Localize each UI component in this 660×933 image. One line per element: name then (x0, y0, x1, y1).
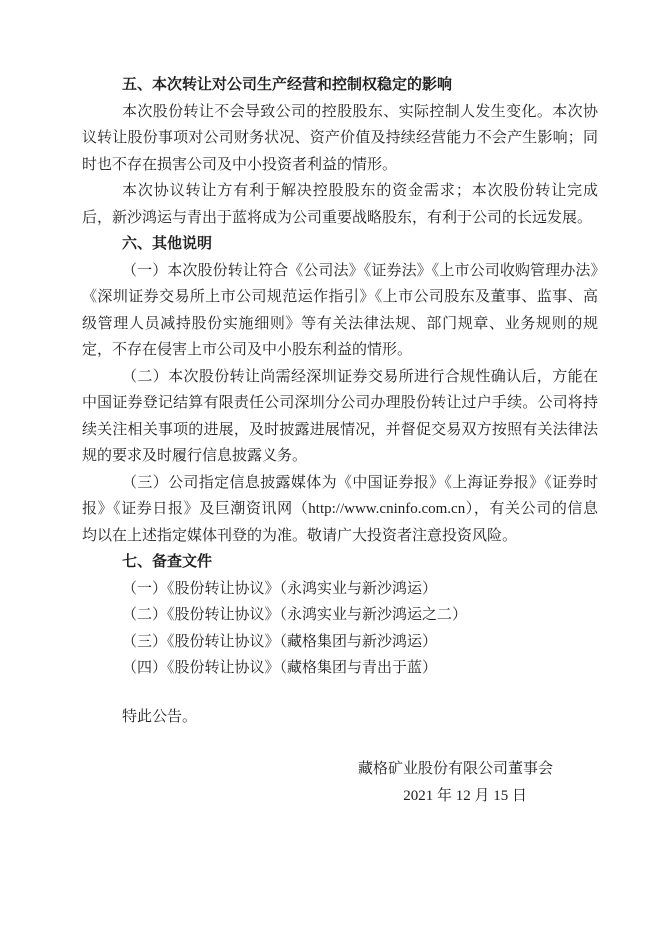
reference-document-item: （三）《股份转让协议》（藏格集团与新沙鸿运） (122, 633, 438, 650)
paragraph: （三）公司指定信息披露媒体为《中国证券报》《上海证券报》《证券时报》《证券日报》及巨潮资讯网（http://www.cninfo.com.cn），有关公司的信息均以在上述指定媒体刊登的为准。敬请广大投资者注意投资风险。 (82, 474, 598, 544)
section-heading-6: 六、其他说明 (122, 236, 213, 252)
signature-date: 2021 年 12 月 15 日 (403, 787, 527, 804)
section-heading-7: 七、备查文件 (122, 554, 213, 570)
paragraph: （二）本次股份转让尚需经深圳证券交易所进行合规性确认后，方能在中国证券登记结算有限责任公司深圳分公司办理股份转让过户手续。公司将持续关注相关事项的进展，及时披露进展情况，并督促交易双方按照有关法律法规的要求及时履行信息披露义务。 (82, 368, 598, 464)
signature-company: 藏格矿业股份有限公司董事会 (357, 761, 553, 777)
reference-document-item: （二）《股份转让协议》（永鸿实业与新沙鸿运之二） (122, 607, 468, 623)
document-body (82, 72, 598, 809)
closing-statement: 特此公告。 (122, 708, 198, 725)
reference-document-item: （四）《股份转让协议》（藏格集团与青出于蓝） (122, 660, 438, 676)
section-heading-5: 五、本次转让对公司生产经营和控制权稳定的影响 (122, 77, 453, 93)
paragraph: 本次股份转让不会导致公司的控股股东、实际控制人发生变化。本次协议转让股份事项对公司财务状况、资产价值及持续经营能力不会产生影响；同时也不存在损害公司及中小投资者利益的情形。 (82, 103, 598, 173)
paragraph: 本次协议转让方有利于解决控股股东的资金需求；本次股份转让完成后，新沙鸿运与青出于蓝将成为公司重要战略股东，有利于公司的长远发展。 (82, 183, 598, 226)
signature-block (82, 756, 598, 809)
reference-document-item: （一）《股份转让协议》（永鸿实业与新沙鸿运） (122, 580, 438, 597)
paragraph: （一）本次股份转让符合《公司法》《证券法》《上市公司收购管理办法》《深圳证券交易所上市公司规范运作指引》《上市公司股东及董事、监事、高级管理人员减持股份实施细则》等有关法律法规、部门规章、业务规则的规定，不存在侵害上市公司及中小股东利益的情形。 (82, 262, 598, 358)
